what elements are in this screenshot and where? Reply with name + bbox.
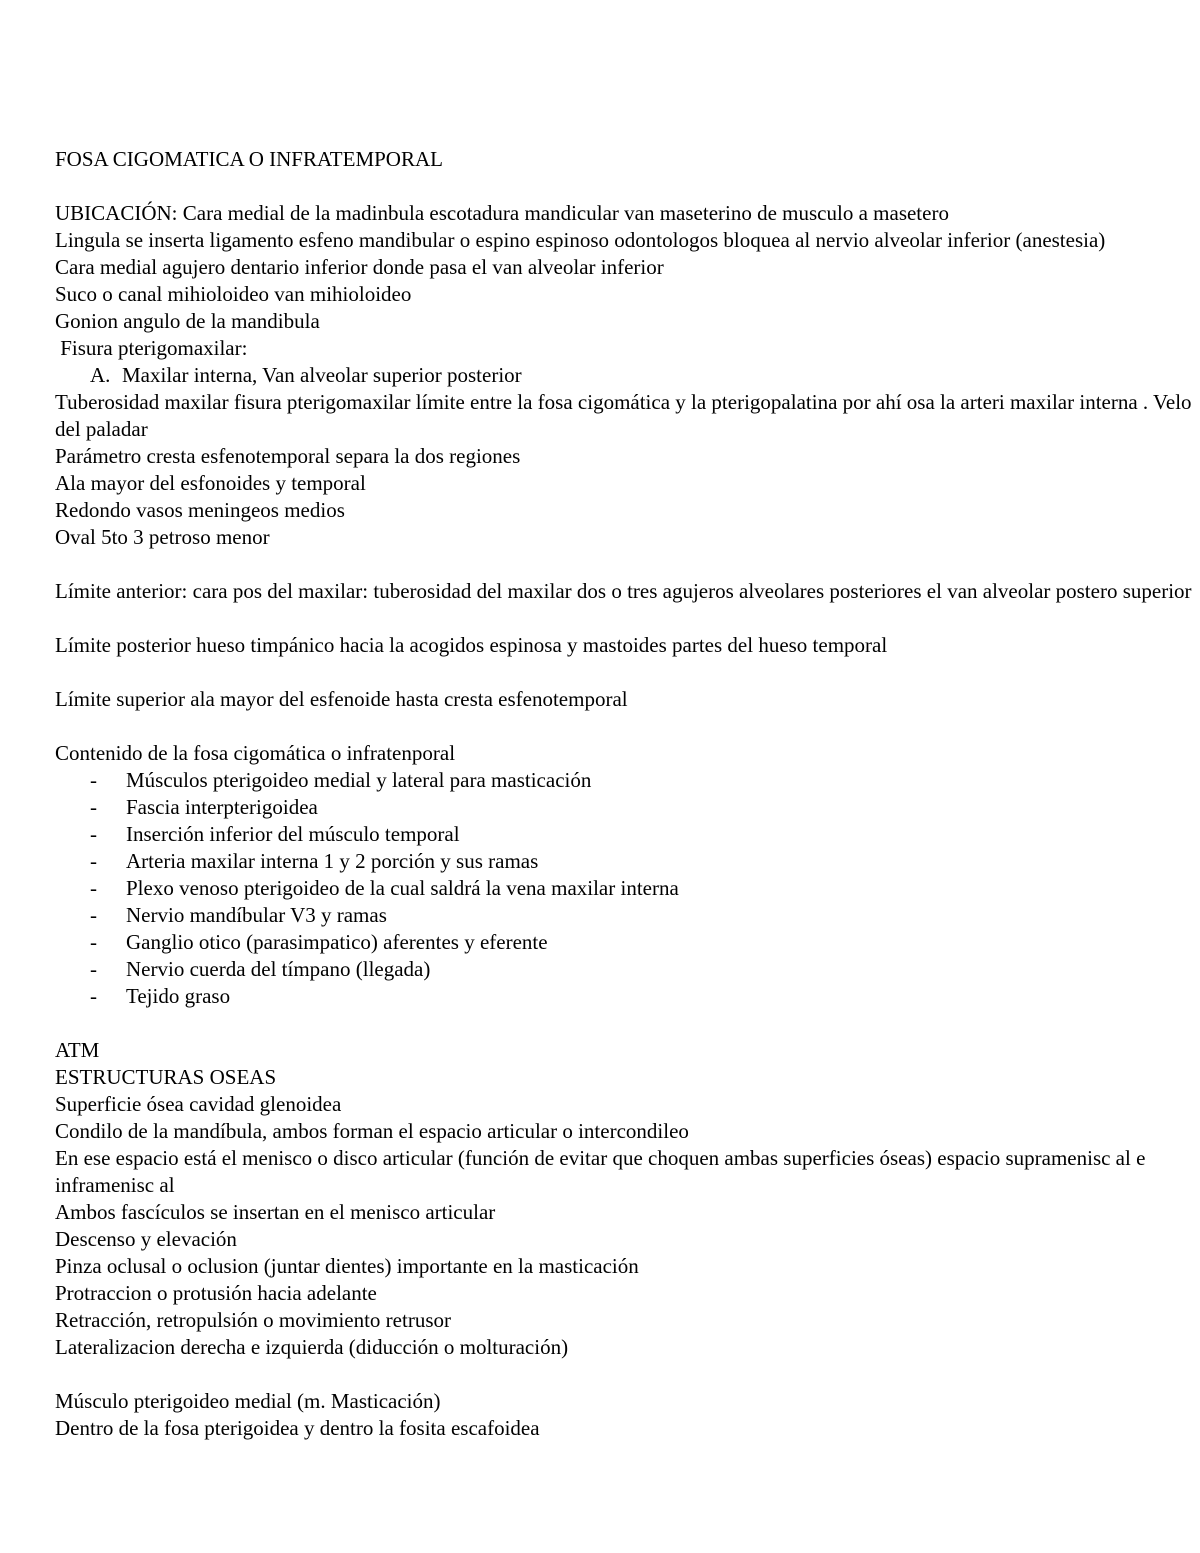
dash-marker: - (90, 768, 97, 792)
dash-marker: - (90, 795, 97, 819)
dash-marker: - (90, 822, 97, 846)
list-item (55, 983, 1195, 1010)
list-item (55, 794, 1195, 821)
list-item (55, 929, 1195, 956)
text-line: Suco o canal mihioloideo van mihioloideo (55, 282, 412, 306)
text-line: UBICACIÓN: Cara medial de la madinbula escotadura mandicular van maseterino de musculo a masetero (55, 201, 949, 225)
list-item-text: Ganglio otico (parasimpatico) aferentes y eferente (126, 930, 548, 954)
blank-line (55, 173, 1195, 200)
blank-line (55, 1361, 1195, 1388)
list-item (55, 767, 1195, 794)
estructuras-heading: ESTRUCTURAS OSEAS (55, 1065, 277, 1089)
text-line: Tuberosidad maxilar fisura pterigomaxilar límite entre la fosa cigomática y la pterigopalatina por ahí osa la arteri maxilar interna . Velo del paladar (55, 390, 1192, 441)
list-item-text: Tejido graso (126, 984, 231, 1008)
text-line: Protraccion o protusión hacia adelante (55, 1281, 377, 1305)
text-line: Gonion angulo de la mandibula (55, 309, 320, 333)
list-item-text: Fascia interpterigoidea (126, 795, 318, 819)
text-line: Pinza oclusal o oclusion (juntar dientes) importante en la masticación (55, 1254, 639, 1278)
text-line: Parámetro cresta esfenotemporal separa la dos regiones (55, 444, 521, 468)
blank-line (55, 1010, 1195, 1037)
list-item-text: Arteria maxilar interna 1 y 2 porción y sus ramas (126, 849, 539, 873)
text-line: Ambos fascículos se insertan en el menisco articular (55, 1200, 496, 1224)
limite-anterior-text: Límite anterior: cara pos del maxilar: tuberosidad del maxilar dos o tres agujeros alveolares posteriores el van alveolar postero superior (55, 579, 1192, 603)
list-item-text: Maxilar interna, Van alveolar superior posterior (122, 363, 522, 387)
list-item (55, 956, 1195, 983)
blank-line (55, 713, 1195, 740)
lettered-list-item (55, 362, 1195, 389)
text-line: Lateralizacion derecha e izquierda (diducción o molturación) (55, 1335, 569, 1359)
list-item (55, 821, 1195, 848)
list-marker: A. (90, 363, 111, 387)
musculo-heading: Músculo pterigoideo medial (m. Masticación) (55, 1389, 441, 1413)
list-item (55, 848, 1195, 875)
list-item-text: Inserción inferior del músculo temporal (126, 822, 460, 846)
list-item (55, 902, 1195, 929)
blank-line (55, 659, 1195, 686)
list-item (55, 875, 1195, 902)
text-line: Lingula se inserta ligamento esfeno mandibular o espino espinoso odontologos bloquea al nervio alveolar inferior (anestesia) (55, 228, 1106, 252)
text-line: Descenso y elevación (55, 1227, 237, 1251)
dash-marker: - (90, 903, 97, 927)
dash-marker: - (90, 984, 97, 1008)
blank-line (55, 551, 1195, 578)
text-line: Dentro de la fosa pterigoidea y dentro la fosita escafoidea (55, 1416, 540, 1440)
dash-marker: - (90, 849, 97, 873)
text-line: Condilo de la mandíbula, ambos forman el espacio articular o intercondileo (55, 1119, 689, 1143)
document-title: FOSA CIGOMATICA O INFRATEMPORAL (55, 147, 443, 171)
blank-line (55, 605, 1195, 632)
document-body (55, 146, 1195, 1442)
text-line: Redondo vasos meningeos medios (55, 498, 345, 522)
list-item-text: Músculos pterigoideo medial y lateral para masticación (126, 768, 592, 792)
text-line: Superficie ósea cavidad glenoidea (55, 1092, 342, 1116)
text-line: Cara medial agujero dentario inferior donde pasa el van alveolar inferior (55, 255, 664, 279)
limite-posterior-text: Límite posterior hueso timpánico hacia la acogidos espinosa y mastoides partes del hueso temporal (55, 633, 888, 657)
dash-marker: - (90, 930, 97, 954)
text-line: Retracción, retropulsión o movimiento retrusor (55, 1308, 451, 1332)
dash-marker: - (90, 957, 97, 981)
text-line: En ese espacio está el menisco o disco articular (función de evitar que choquen ambas superficies óseas) espacio supramenisc al e inframenisc al (55, 1146, 1146, 1197)
list-item-text: Plexo venoso pterigoideo de la cual saldrá la vena maxilar interna (126, 876, 679, 900)
list-item-text: Nervio cuerda del tímpano (llegada) (126, 957, 431, 981)
limite-superior-text: Límite superior ala mayor del esfenoide hasta cresta esfenotemporal (55, 687, 628, 711)
list-item-text: Nervio mandíbular V3 y ramas (126, 903, 387, 927)
contenido-list (55, 767, 1195, 1010)
atm-heading: ATM (55, 1038, 100, 1062)
dash-marker: - (90, 876, 97, 900)
contenido-heading: Contenido de la fosa cigomática o infratenporal (55, 741, 456, 765)
text-line: Oval 5to 3 petroso menor (55, 525, 270, 549)
text-line: Ala mayor del esfonoides y temporal (55, 471, 366, 495)
text-line: Fisura pterigomaxilar: (55, 336, 248, 360)
